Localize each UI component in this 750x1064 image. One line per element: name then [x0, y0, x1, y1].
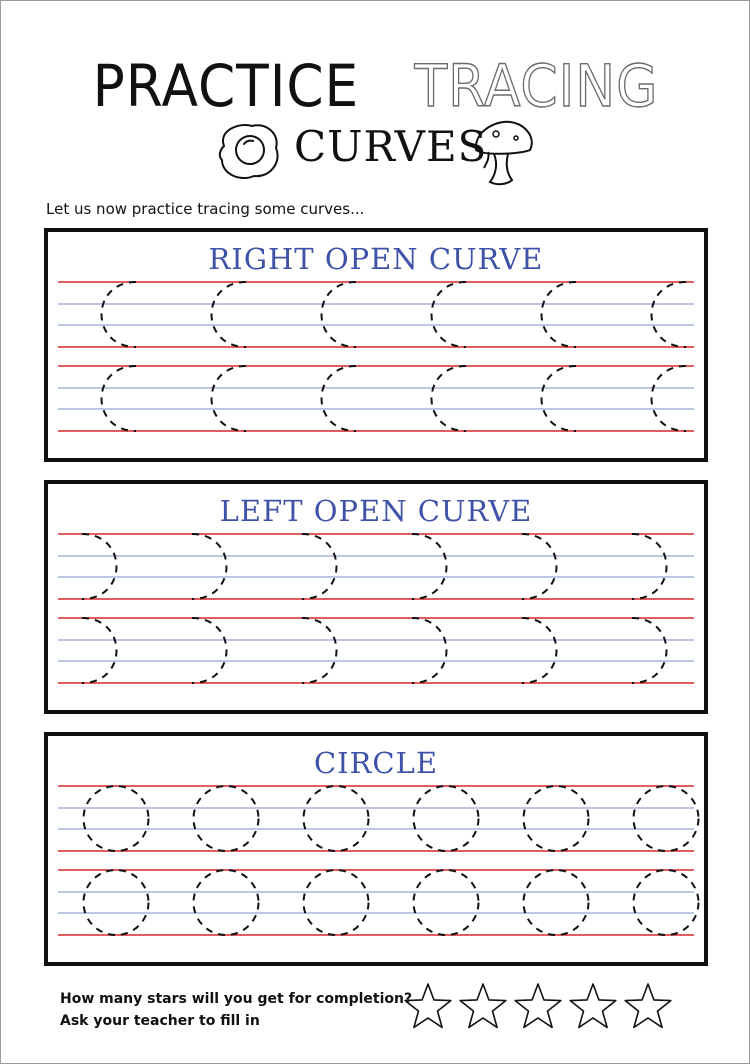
- star-icon[interactable]: [460, 984, 506, 1027]
- tracing-right-open-curve: [432, 366, 467, 431]
- tracing-left-open-curve: [412, 534, 447, 599]
- tracing-left-open-curve: [192, 534, 227, 599]
- tracing-right-open-curve: [212, 366, 247, 431]
- tracing-right-open-curve: [542, 366, 577, 431]
- intro-text: Let us now practice tracing some curves...: [46, 200, 365, 218]
- footer-question: How many stars will you get for completion?: [60, 991, 413, 1007]
- panel-left-open-curve: [44, 480, 708, 714]
- tracing-left-open-curve: [192, 618, 227, 683]
- tracing-left-open-curve: [82, 534, 117, 599]
- tracing-circle: [84, 786, 149, 851]
- tracing-right-open-curve: [102, 282, 137, 347]
- tracing-circle: [524, 786, 589, 851]
- star-icon[interactable]: [515, 984, 561, 1027]
- tracing-circle: [634, 786, 699, 851]
- title-practice: PRACTICE: [92, 52, 359, 120]
- tracing-circle: [414, 786, 479, 851]
- tracing-left-open-curve: [82, 618, 117, 683]
- title-tracing: TRACING: [414, 52, 659, 120]
- fried-egg-icon: [212, 116, 284, 186]
- panel-title: RIGHT OPEN CURVE: [208, 242, 544, 276]
- star-icon[interactable]: [405, 984, 451, 1027]
- tracing-circle: [634, 870, 699, 935]
- tracing-circle: [194, 786, 259, 851]
- tracing-circle: [304, 870, 369, 935]
- tracing-left-open-curve: [632, 534, 667, 599]
- tracing-right-open-curve: [652, 366, 687, 431]
- tracing-left-open-curve: [412, 618, 447, 683]
- header: [0, 40, 750, 190]
- tracing-right-open-curve: [322, 366, 357, 431]
- tracing-right-open-curve: [542, 282, 577, 347]
- tracing-circle: [194, 870, 259, 935]
- tracing-circle: [414, 870, 479, 935]
- tracing-left-open-curve: [632, 618, 667, 683]
- tracing-circle: [304, 786, 369, 851]
- tracing-right-open-curve: [102, 366, 137, 431]
- tracing-circle: [84, 870, 149, 935]
- tracing-left-open-curve: [522, 618, 557, 683]
- mushroom-icon: [470, 116, 536, 186]
- tracing-left-open-curve: [522, 534, 557, 599]
- subtitle-row: [0, 116, 750, 188]
- rating-stars: [404, 980, 684, 1034]
- tracing-area: [48, 736, 704, 962]
- tracing-left-open-curve: [302, 618, 337, 683]
- tracing-left-open-curve: [302, 534, 337, 599]
- tracing-area: [48, 484, 704, 710]
- tracing-area: [48, 232, 704, 458]
- page-title: [0, 52, 750, 120]
- panel-right-open-curve: [44, 228, 708, 462]
- star-icon[interactable]: [625, 984, 671, 1027]
- footer: [60, 988, 412, 1032]
- footer-instruction: Ask your teacher to fill in: [60, 1013, 260, 1029]
- panel-title: CIRCLE: [313, 746, 439, 780]
- tracing-right-open-curve: [212, 282, 247, 347]
- tracing-circle: [524, 870, 589, 935]
- panel-circle: [44, 732, 708, 966]
- tracing-right-open-curve: [432, 282, 467, 347]
- subtitle-curves: CURVES: [294, 122, 488, 171]
- tracing-right-open-curve: [322, 282, 357, 347]
- panel-title: LEFT OPEN CURVE: [219, 494, 533, 528]
- tracing-right-open-curve: [652, 282, 687, 347]
- star-icon[interactable]: [570, 984, 616, 1027]
